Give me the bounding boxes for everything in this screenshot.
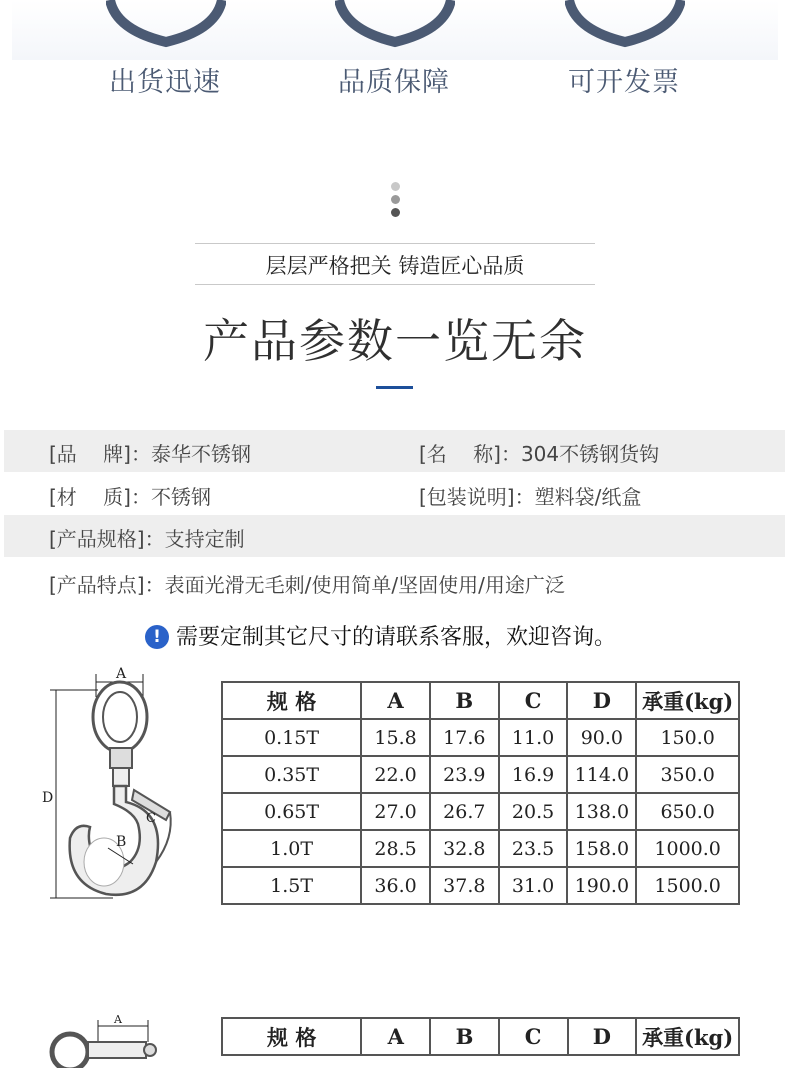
dimension-c-label: C [146, 811, 156, 826]
param-name: [名 称]：304不锈钢货钩 [419, 442, 660, 466]
table-cell: 26.7 [430, 793, 499, 830]
table-cell: 0.65T [222, 793, 361, 830]
table-header-row [222, 682, 739, 719]
param-brand: [品 牌]：泰华不锈钢 [49, 442, 251, 466]
table-cell: 32.8 [430, 830, 499, 867]
table-cell: 1500.0 [636, 867, 739, 904]
table-cell: 22.0 [361, 756, 430, 793]
table-row [222, 756, 739, 793]
table-header: B [430, 1018, 499, 1055]
table-cell: 190.0 [567, 867, 636, 904]
table-header: 规 格 [222, 682, 361, 719]
table-cell: 0.35T [222, 756, 361, 793]
vertical-dots-icon [389, 182, 401, 221]
param-features: [产品特点]：表面光滑无毛刺/使用简单/坚固使用/用途广泛 [49, 573, 565, 597]
table-header: C [499, 1018, 568, 1055]
shield-check-icon [106, 0, 226, 48]
badge-label-fast-shipping: 出货迅速 [109, 67, 221, 98]
param-row [4, 473, 785, 515]
table-row [222, 719, 739, 756]
table-header: 承重(kg) [636, 682, 739, 719]
dimension-a-label: A [116, 666, 127, 682]
table-cell: 150.0 [636, 719, 739, 756]
param-material: [材 质]：不锈钢 [49, 485, 211, 509]
exclamation-icon: ! [145, 625, 169, 649]
table-row [222, 867, 739, 904]
table-cell: 114.0 [567, 756, 636, 793]
table-header: A [361, 682, 430, 719]
divider [195, 284, 595, 285]
table-header: 规 格 [222, 1018, 361, 1055]
table-cell: 650.0 [636, 793, 739, 830]
table-header: C [499, 682, 568, 719]
second-hook-diagram [48, 1012, 158, 1068]
table-cell: 20.5 [499, 793, 568, 830]
shield-invoice-icon [565, 0, 685, 48]
table-cell: 350.0 [636, 756, 739, 793]
table-row [222, 830, 739, 867]
table-cell: 27.0 [361, 793, 430, 830]
table-cell: 31.0 [499, 867, 568, 904]
table-cell: 1000.0 [636, 830, 739, 867]
table-header-row [222, 1018, 739, 1055]
badge-label-quality: 品质保障 [338, 67, 450, 98]
table-cell: 11.0 [499, 719, 568, 756]
table-cell: 36.0 [361, 867, 430, 904]
table-header: A [361, 1018, 430, 1055]
notice-text: 需要定制其它尺寸的请联系客服，欢迎咨询。 [176, 625, 617, 650]
param-row [4, 515, 785, 557]
table-header: B [430, 682, 499, 719]
param-spec: [产品规格]：支持定制 [49, 527, 245, 551]
table-cell: 1.0T [222, 830, 361, 867]
table-cell: 17.6 [430, 719, 499, 756]
table-cell: 138.0 [567, 793, 636, 830]
param-row [4, 430, 785, 472]
table-header: D [567, 682, 636, 719]
swivel-hook-diagram [38, 662, 188, 907]
badge-label-invoice: 可开发票 [568, 67, 680, 98]
divider [195, 243, 595, 244]
table-cell: 158.0 [567, 830, 636, 867]
dimension-a-label: A [114, 1013, 122, 1026]
dimension-b-label: B [116, 834, 127, 850]
table-cell: 28.5 [361, 830, 430, 867]
spec-table-2 [221, 1017, 740, 1056]
table-header: 承重(kg) [636, 1018, 739, 1055]
spec-table [221, 681, 740, 905]
section-title: 产品参数一览无余 [203, 314, 587, 368]
title-underline [376, 386, 413, 389]
table-cell: 0.15T [222, 719, 361, 756]
table-cell: 90.0 [567, 719, 636, 756]
custom-size-notice [145, 620, 616, 651]
table-header: D [568, 1018, 637, 1055]
table-cell: 15.8 [361, 719, 430, 756]
table-cell: 16.9 [499, 756, 568, 793]
dimension-d-label: D [42, 790, 54, 806]
section-slogan: 层层严格把关 铸造匠心品质 [265, 254, 525, 278]
table-cell: 23.9 [430, 756, 499, 793]
param-row [4, 561, 785, 603]
table-cell: 1.5T [222, 867, 361, 904]
table-cell: 37.8 [430, 867, 499, 904]
table-row [222, 793, 739, 830]
param-packaging: [包装说明]：塑料袋/纸盒 [419, 485, 642, 509]
shield-icon [335, 0, 455, 48]
table-cell: 23.5 [499, 830, 568, 867]
